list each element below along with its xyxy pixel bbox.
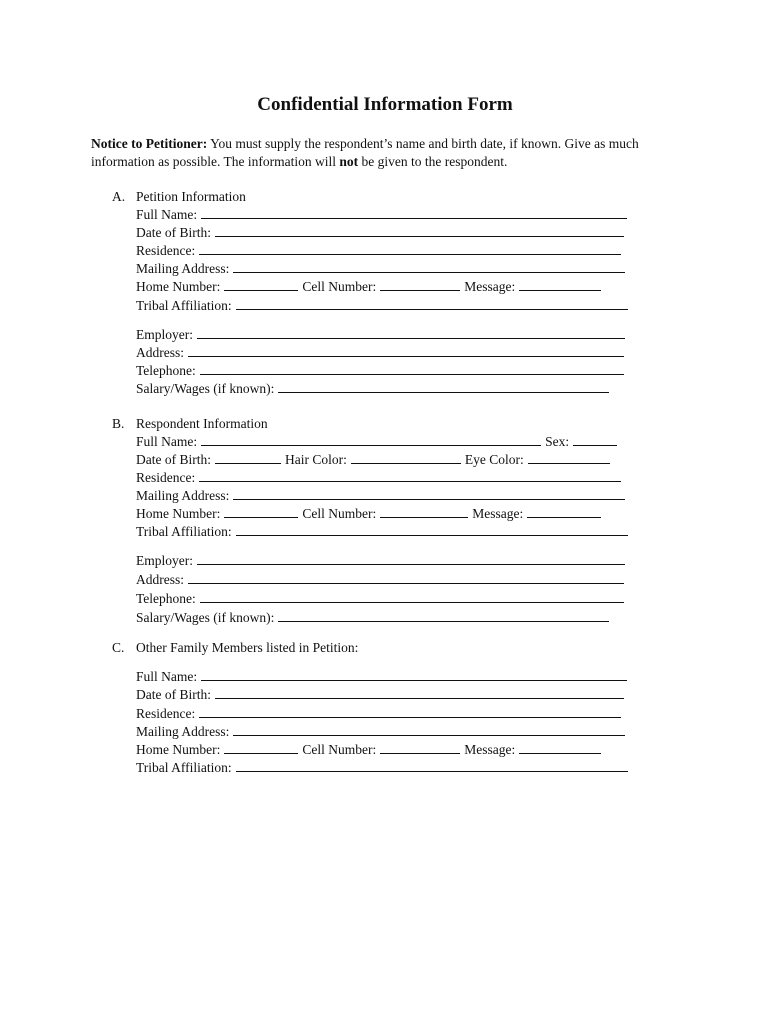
c-full-name-field[interactable] — [201, 668, 627, 681]
a-mailing-label: Mailing Address: — [136, 261, 230, 276]
a-telephone-label: Telephone: — [136, 363, 196, 378]
b-mailing-field[interactable] — [233, 487, 625, 500]
a-full-name-row — [136, 206, 627, 224]
section-a-letter: A. — [112, 189, 126, 204]
a-tribal-row — [136, 297, 628, 315]
a-full-name-label: Full Name: — [136, 207, 198, 222]
c-home-label: Home Number: — [136, 742, 221, 757]
a-dob-row — [136, 224, 624, 242]
b-full-name-field[interactable] — [201, 433, 541, 446]
b-eye-label: Eye Color: — [464, 452, 524, 467]
c-mailing-field[interactable] — [233, 723, 625, 736]
b-sex-label: Sex: — [545, 434, 570, 449]
a-salary-field[interactable] — [278, 380, 609, 393]
a-address-label: Address: — [136, 345, 184, 360]
a-residence-label: Residence: — [136, 243, 196, 258]
b-mailing-label: Mailing Address: — [136, 488, 230, 503]
b-telephone-row — [136, 590, 624, 608]
section-b-title: Respondent Information — [136, 416, 268, 431]
b-message-label: Message: — [472, 506, 524, 521]
a-address-field[interactable] — [188, 344, 624, 357]
c-full-name-row — [136, 668, 627, 686]
notice-paragraph — [91, 135, 691, 171]
b-hair-field[interactable] — [351, 451, 461, 464]
b-telephone-field[interactable] — [200, 590, 624, 603]
c-dob-row — [136, 686, 624, 704]
a-salary-row — [136, 380, 609, 398]
b-residence-field[interactable] — [199, 469, 621, 482]
b-address-label: Address: — [136, 572, 184, 587]
a-residence-row — [136, 242, 621, 260]
b-cell-label: Cell Number: — [302, 506, 377, 521]
b-dob-field[interactable] — [215, 451, 281, 464]
a-employer-row — [136, 326, 625, 344]
c-dob-label: Date of Birth: — [136, 687, 211, 702]
c-phone-row — [136, 741, 601, 759]
b-salary-field[interactable] — [278, 609, 609, 622]
a-telephone-field[interactable] — [200, 362, 624, 375]
a-employer-label: Employer: — [136, 327, 193, 342]
a-tribal-field[interactable] — [236, 297, 628, 310]
b-eye-field[interactable] — [528, 451, 610, 464]
b-cell-field[interactable] — [380, 505, 468, 518]
c-mailing-label: Mailing Address: — [136, 724, 230, 739]
a-dob-label: Date of Birth: — [136, 225, 211, 240]
section-c-title: Other Family Members listed in Petition: — [136, 640, 359, 655]
b-home-field[interactable] — [224, 505, 298, 518]
b-employer-field[interactable] — [197, 552, 625, 565]
a-full-name-field[interactable] — [201, 206, 627, 219]
b-tribal-label: Tribal Affiliation: — [136, 524, 232, 539]
c-tribal-field[interactable] — [236, 759, 628, 772]
b-employer-row — [136, 552, 625, 570]
c-residence-label: Residence: — [136, 706, 196, 721]
b-mailing-row — [136, 487, 625, 505]
a-telephone-row — [136, 362, 624, 380]
b-sex-field[interactable] — [573, 433, 617, 446]
c-cell-label: Cell Number: — [302, 742, 377, 757]
b-salary-row — [136, 609, 609, 627]
a-tribal-label: Tribal Affiliation: — [136, 298, 232, 313]
a-message-label: Message: — [464, 279, 516, 294]
b-address-row — [136, 571, 624, 589]
c-tribal-label: Tribal Affiliation: — [136, 760, 232, 775]
notice-text-2: be given to the respondent. — [358, 154, 508, 169]
b-dob-row — [136, 451, 610, 469]
b-salary-label: Salary/Wages (if known): — [136, 610, 275, 625]
c-mailing-row — [136, 723, 625, 741]
c-home-field[interactable] — [224, 741, 298, 754]
b-address-field[interactable] — [188, 571, 624, 584]
notice-emphasis: not — [339, 154, 359, 169]
a-residence-field[interactable] — [199, 242, 621, 255]
a-mailing-row — [136, 260, 625, 278]
b-residence-row — [136, 469, 621, 487]
a-home-field[interactable] — [224, 278, 298, 291]
b-employer-label: Employer: — [136, 553, 193, 568]
notice-label: Notice to Petitioner: — [91, 136, 208, 151]
c-residence-row — [136, 705, 621, 723]
b-full-name-row — [136, 433, 617, 451]
a-address-row — [136, 344, 624, 362]
c-message-label: Message: — [464, 742, 516, 757]
b-residence-label: Residence: — [136, 470, 196, 485]
a-cell-field[interactable] — [380, 278, 460, 291]
a-dob-field[interactable] — [215, 224, 624, 237]
b-telephone-label: Telephone: — [136, 591, 196, 606]
c-full-name-label: Full Name: — [136, 669, 198, 684]
b-hair-label: Hair Color: — [284, 452, 347, 467]
a-salary-label: Salary/Wages (if known): — [136, 381, 275, 396]
b-full-name-label: Full Name: — [136, 434, 198, 449]
c-residence-field[interactable] — [199, 705, 621, 718]
a-employer-field[interactable] — [197, 326, 625, 339]
b-message-field[interactable] — [527, 505, 601, 518]
b-dob-label: Date of Birth: — [136, 452, 211, 467]
section-a-heading — [112, 188, 246, 206]
a-home-label: Home Number: — [136, 279, 221, 294]
b-home-label: Home Number: — [136, 506, 221, 521]
b-phone-row — [136, 505, 601, 523]
section-b-heading — [112, 415, 268, 433]
section-c-heading — [112, 639, 358, 657]
notice-text-1: You must supply the respondent’s name and birth date, if known. Give as much information as possible. The information will — [91, 136, 639, 169]
section-b-letter: B. — [112, 416, 125, 431]
b-tribal-row — [136, 523, 628, 541]
c-cell-field[interactable] — [380, 741, 460, 754]
c-tribal-row — [136, 759, 628, 777]
a-phone-row — [136, 278, 601, 296]
a-message-field[interactable] — [519, 278, 601, 291]
c-dob-field[interactable] — [215, 686, 624, 699]
section-a-title: Petition Information — [136, 189, 246, 204]
b-tribal-field[interactable] — [236, 523, 628, 536]
section-c-letter: C. — [112, 640, 125, 655]
a-cell-label: Cell Number: — [302, 279, 377, 294]
c-message-field[interactable] — [519, 741, 601, 754]
form-title: Confidential Information Form — [257, 94, 513, 115]
a-mailing-field[interactable] — [233, 260, 625, 273]
